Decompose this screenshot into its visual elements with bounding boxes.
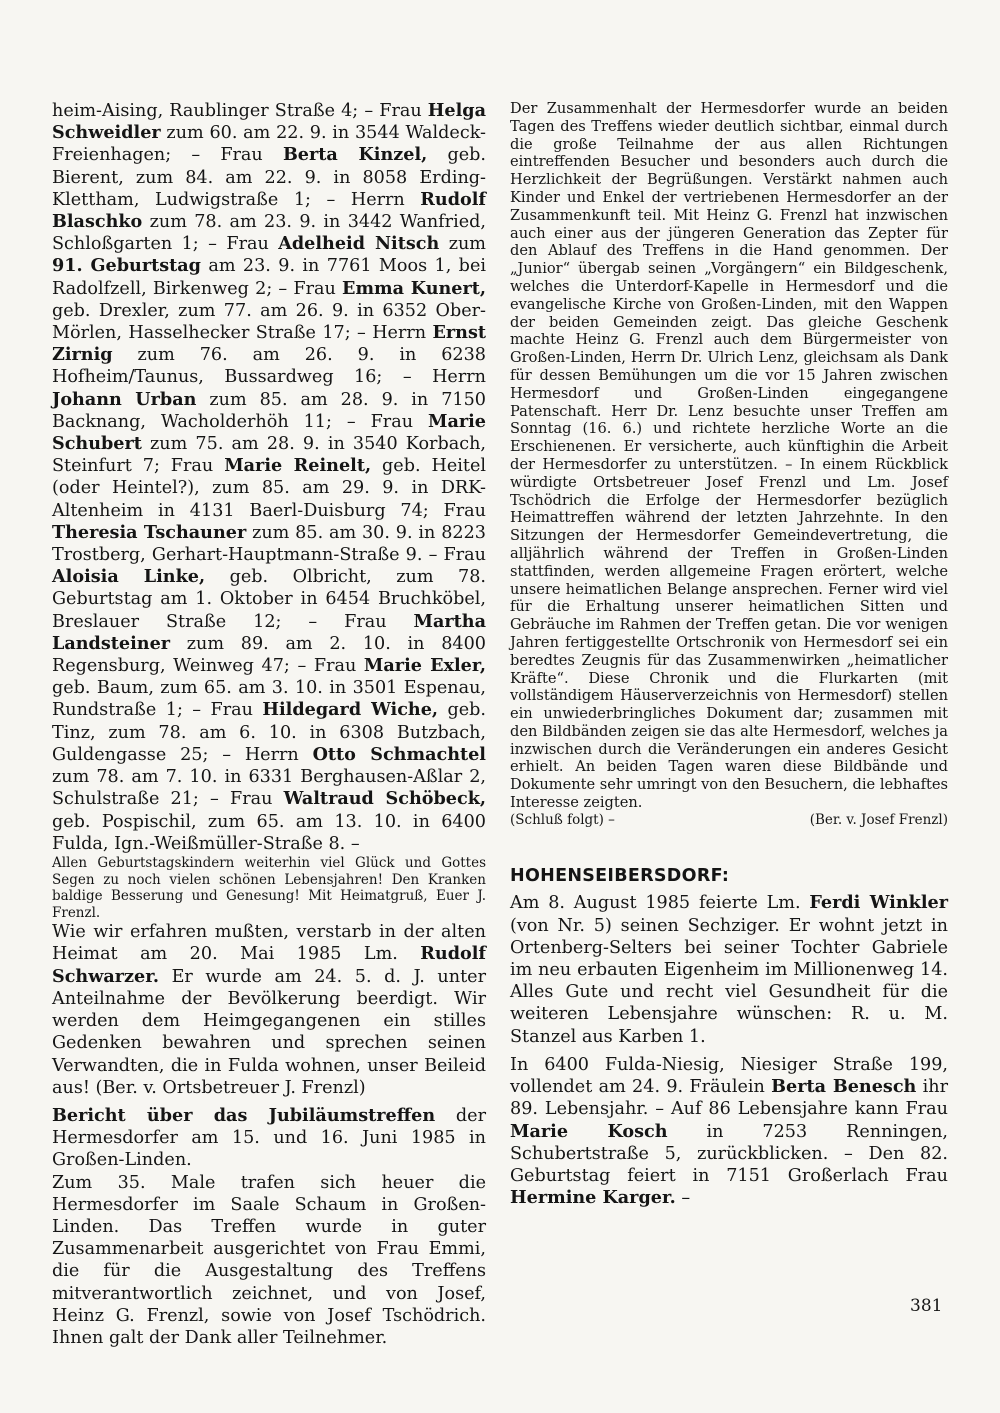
text-run: heim-Aising, Raublinger Straße 4; – Frau (52, 101, 428, 121)
bold-name: Adelheid Nitsch (278, 233, 440, 255)
text-run: geb. Tinz, zum 78. am 6. 10. in 6308 Butzbach, Guldengasse 25; – Herrn (52, 700, 486, 765)
text-run: zum 89. am 2. 10. in 8400 Regensburg, Weinweg 47; – Frau (52, 633, 486, 677)
bold-name: Marie Schubert (52, 410, 486, 455)
bold-name: Martha Landsteiner (52, 610, 486, 654)
text-run: zum 76. am 26. 9. in 6238 Hofheim/Taunus, Bussardweg 16; – Herrn (52, 345, 486, 388)
bold-name: Rudolf Schwarzer. (52, 943, 486, 987)
obituary-paragraph (52, 921, 486, 1099)
text-run: geb. Heitel (oder Heintel?), zum 85. am 29. 9. in DRK-Altenheim in 4131 Baerl-Duisburg 74; Frau (52, 456, 486, 521)
text-run: zum 85. am 30. 9. in 8223 Trostberg, Gerhart-Hauptmann-Straße 9. – Frau (52, 522, 486, 566)
bold-name: Berta Benesch (771, 1076, 917, 1098)
text-run: zum 75. am 28. 9. in 3540 Korbach, Steinfurt 7; Frau (52, 434, 486, 477)
text-run: am 23. 9. in 7761 Moos 1, bei Radolfzell, Birkenweg 2; – Frau (52, 256, 486, 299)
bold-name: Rudolf Blaschko (52, 188, 486, 233)
text-run: Wie wir erfahren mußten, verstarb in der alten Heimat am 20. Mai 1985 Lm. (52, 922, 486, 965)
bold-name: Aloisia Linke, (52, 566, 206, 588)
bold-name: Ferdi Winkler (809, 892, 948, 914)
author-credit: (Ber. v. Josef Frenzl) (809, 811, 948, 828)
text-run: Am 8. August 1985 feierte Lm. (510, 893, 810, 914)
text-run: zum 78. am 7. 10. in 6331 Berghausen-Aßlar 2, Schulstraße 21; – Frau (52, 767, 486, 810)
bold-name: Waltraud Schöbeck, (283, 788, 487, 810)
text-run: zum 85. am 28. 9. in 7150 Backnang, Wacholderhöh 11; – Frau (52, 389, 486, 432)
report-signoff (510, 812, 948, 829)
continuation-note: (Schluß folgt) – (510, 811, 615, 828)
text-run: geb. Olbricht, zum 78. Geburtstag am 1. Oktober in 6454 Bruchköbel, Breslauer Straße 12; – Frau (52, 567, 486, 632)
bold-name: Johann Urban (52, 388, 197, 410)
bold-name: Hermine Karger. (510, 1187, 676, 1209)
right-column (510, 100, 948, 1209)
text-run: geb. Baum, zum 65. am 3. 10. in 3501 Espenau, Rundstraße 1; – Frau (52, 678, 486, 721)
report-title-paragraph (52, 1105, 486, 1172)
bold-name: Emma Kunert, (342, 277, 486, 299)
text-run: geb. Drexler, zum 77. am 26. 9. in 6352 Ober-Mörlen, Hasselhecker Straße 17; – Herrn (52, 300, 486, 344)
text-run: der Hermesdorfer am 15. und 16. Juni 1985 in Großen-Linden. (52, 1105, 487, 1171)
text-run: in 7253 Renningen, Schubertstraße 5, zurückblicken. – Den 82. Geburtstag feiert in 7151 Großerlach Frau (510, 1121, 949, 1186)
bold-name: Berta Kinzel, (282, 144, 428, 166)
left-column (52, 100, 486, 1349)
text-run: Zum 35. Male trafen sich heuer die Hermesdorfer im Saale Schaum in Großen-Linden. Das Treffen wurde in guter Zusammenarbeit ausgerichtet von Frau Emmi, die für die Ausgestaltung des Treffens mitverantwortlich zeichnet, und von Josef, Heinz G. Frenzl, sowie von Josef Tschödrich. Ihnen galt der Dank aller Teilnehmer. (52, 1172, 486, 1348)
report-body-paragraph: Der Zusammenhalt der Hermesdorfer wurde an beiden Tagen des Treffens wieder deutlich sichtbar, einmal durch die große Teilnahme der aus allen Richtungen eintreffenden Besucher und besonders auch durch die Herzlichkeit der Begrüßungen. Verstärkt nahmen auch Kinder und Enkel der vertriebenen Hermesdorfer an der Zusammenkunft teil. Mit Heinz G. Frenzl hat inzwischen auch einer aus der jüngeren Generation das Zepter für den Ablauf des Treffens in die Hand genommen. Der „Junior“ übergab seinen „Vorgängern“ ein Bildgeschenk, welches die Unterdorf-Kapelle in Hermesdorf und die evangelische Kirche von Großen-Linden, mit den Wappen der beiden Gemeinden zeigt. Das gleiche Geschenk machte Heinz G. Frenzl auch dem Bürgermeister von Großen-Linden, Herrn Dr. Ulrich Lenz, gleichsam als Dank für dessen Bemühungen um die vor 15 Jahren zwischen Hermesdorf und Großen-Linden eingegangene Patenschaft. Herr Dr. Lenz besuchte unser Treffen am Sonntag (16. 6.) und richtete herzliche Worte an die Erschienenen. Er versicherte, auch künftighin die Arbeit der Hermesdorfer zu unterstützen. – In einem Rückblick würdigte Ortsbetreuer Josef Frenzl und Lm. Josef Tschödrich die Erfolge der Hermesdorfer bezüglich Heimattreffen während der letzten Jahrzehnte. In den Sitzungen der Hermesdorfer Gemeindevertretung, die alljährlich während der Treffen in Großen-Linden stattfinden, werden allgemeine Fragen erörtert, welche unsere heimatlichen Belange ansprechen. Ferner wird viel für die Erhaltung unserer heimatlichen Sitten und Gebräuche im Rahmen der Treffen getan. Die vor wenigen Jahren fertiggestellte Ortschronik von Hermesdorf sei ein beredtes Zeugnis für das Zusammenwirken „heimatlicher Kräfte“. Diese Chronik und die Flurkarten (mit vollständigem Häuserverzeichnis von Hermesdorf) stellen ein unwiederbringliches Dokument dar; zusammen mit den Bildbänden zeigen sie das alte Hermesdorf, welches ja inzwischen durch die Veränderungen ein anderes Gesicht erhielt. An beiden Tagen waren diese Bildbände und Dokumente sehr umringt von den Besuchern, die lebhaftes Interesse zeigten. (510, 100, 948, 812)
bold-name: Marie Exler, (363, 655, 486, 677)
text-run: zum (439, 234, 486, 255)
text-run: (von Nr. 5) seinen Sechziger. Er wohnt jetzt in Ortenberg-Selters bei seiner Tochter Gabriele im neu erbauten Eigenheim im Millionenweg 14. Alles Gute und recht viel Gesundheit für die weiteren Lebensjahre wünschen: R. u. M. Stanzel aus Karben 1. (510, 915, 948, 1047)
text-run: – (675, 1188, 691, 1209)
bold-name: Marie Reinelt, (224, 455, 372, 477)
text-run: geb. Pospischil, zum 65. am 13. 10. in 6400 Fulda, Ign.-Weißmüller-Straße 8. – (52, 811, 486, 854)
page-number: 381 (910, 1296, 943, 1316)
text-run: zum 60. am 22. 9. in 3544 Waldeck-Freienhagen; – Frau (52, 123, 486, 166)
greeting-paragraph: Allen Geburtstagskindern weiterhin viel Glück und Gottes Segen zu noch vielen schönen Lebensjahren! Den Kranken baldige Besserung und Genesung! Mit Heimatgruß, Euer J. Frenzl. (52, 854, 486, 921)
text-run: geb. Bierent, zum 84. am 22. 9. in 8058 Erding-Klettham, Ludwigstraße 1; – Herrn (52, 145, 486, 210)
bold-name: Hildegard Wiche, (262, 699, 439, 721)
bold-name: Bericht über das Jubiläumstreffen (52, 1104, 436, 1126)
hohenseibersdorf-paragraph-2 (510, 1054, 948, 1209)
birthday-list-paragraph (52, 100, 486, 855)
report-intro-paragraph (52, 1172, 486, 1350)
text-run: zum 78. am 23. 9. in 3442 Wanfried, Schloßgarten 1; – Frau (52, 212, 486, 255)
bold-name: Otto Schmachtel (312, 743, 486, 765)
bold-name: Theresia Tschauner (52, 521, 247, 543)
hohenseibersdorf-paragraph-1 (510, 892, 948, 1047)
bold-name: Ernst Zirnig (52, 322, 486, 366)
text-run: ihr 89. Lebensjahr. – Auf 86 Lebensjahre kann Frau (510, 1077, 948, 1120)
bold-name: 91. Geburtstag (52, 255, 201, 277)
text-run: In 6400 Fulda-Niesig, Niesiger Straße 199, vollendet am 24. 9. Fräulein (510, 1054, 948, 1098)
section-heading: HOHENSEIBERSDORF: (510, 866, 730, 887)
bold-name: Marie Kosch (510, 1120, 668, 1142)
text-run: Er wurde am 24. 5. d. J. unter Anteilnahme der Bevölkerung beerdigt. Wir werden dem Heimgegangenen ein stilles Gedenken bewahren und sprechen seinen Verwandten, die in Fulda wohnen, unser Beileid aus! (Ber. v. Ortsbetreuer J. Frenzl) (52, 966, 486, 1098)
bold-name: Helga Schweidler (52, 100, 486, 144)
